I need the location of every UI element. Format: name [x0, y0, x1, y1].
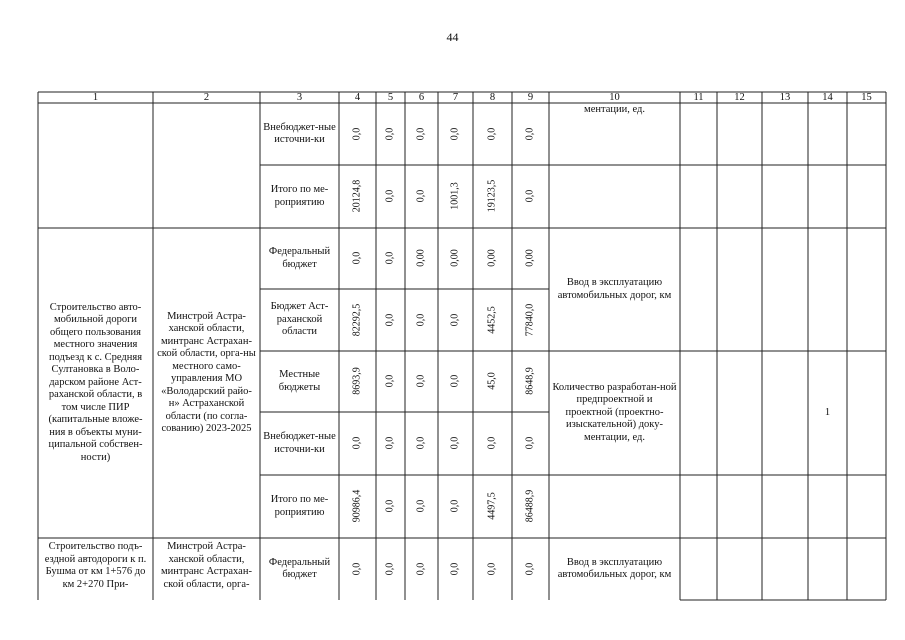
value-col-4: 0,0 — [351, 251, 363, 265]
value-col-7: 0,0 — [449, 374, 461, 388]
source-cell: Федеральный бюджет — [268, 556, 331, 580]
value-col-6: 0,0 — [415, 189, 427, 203]
value-col-4: 0,0 — [351, 562, 363, 576]
value-col-7: 1001,3 — [449, 182, 461, 210]
indicator-cell: Количество разработан-ной предпроектной и проектной (проектно-изыскательной) доку-ментации, ед. — [552, 381, 677, 443]
value-col-7: 0,0 — [449, 499, 461, 513]
page-number: 44 — [446, 30, 459, 44]
value-col-9: 86488,9 — [524, 489, 536, 523]
value-col-6: 0,0 — [415, 374, 427, 388]
value-col-6: 0,0 — [415, 313, 427, 327]
value-col-8: 0,0 — [486, 436, 498, 450]
header-col-6: 6 — [418, 91, 425, 103]
value-col-4: 0,0 — [351, 436, 363, 450]
value-col-9: 0,0 — [524, 436, 536, 450]
value-col-7: 0,0 — [449, 562, 461, 576]
value-col-9: 8648,9 — [524, 367, 536, 395]
header-col-11: 11 — [693, 91, 704, 103]
value-col-8: 0,0 — [486, 127, 498, 141]
source-cell: Бюджет Аст-раханской области — [270, 301, 329, 338]
value-col-7: 0,0 — [449, 127, 461, 141]
header-col-7: 7 — [452, 91, 459, 103]
value-col-8: 0,00 — [486, 249, 498, 267]
value-col-14: 1 — [824, 406, 831, 418]
value-col-4: 82292,5 — [351, 303, 363, 337]
source-cell: Итого по ме-роприятию — [270, 184, 329, 208]
value-col-6: 0,00 — [415, 249, 427, 267]
value-col-5: 0,0 — [384, 436, 396, 450]
executor-cell: Минстрой Астра-ханской области, минтранс Астрахан-ской области, орга-ны местного само-управления МО «Володарский райо-н» Астраханской области (по согла-сованию) 2023-2025 — [157, 310, 256, 434]
value-col-4: 90986,4 — [351, 489, 363, 523]
value-col-7: 0,0 — [449, 436, 461, 450]
value-col-5: 0,0 — [384, 499, 396, 513]
value-col-9: 0,00 — [524, 249, 536, 267]
header-col-5: 5 — [387, 91, 394, 103]
header-col-3: 3 — [296, 91, 303, 103]
header-col-13: 13 — [779, 91, 791, 103]
indicator-cell: Ввод в эксплуатацию автомобильных дорог, км — [557, 556, 672, 580]
source-cell: Местные бюджеты — [278, 369, 321, 393]
executor-cell: Минстрой Астра-ханской области, минтранс Астрахан-ской области, орга- — [161, 541, 252, 590]
header-col-15: 15 — [861, 91, 872, 103]
value-col-4: 0,0 — [351, 127, 363, 141]
value-col-6: 0,0 — [415, 127, 427, 141]
value-col-6: 0,0 — [415, 436, 427, 450]
value-col-5: 0,0 — [384, 251, 396, 265]
value-col-9: 0,0 — [524, 562, 536, 576]
value-col-6: 0,0 — [415, 499, 427, 513]
indicator-cell: ментации, ед. — [584, 104, 645, 115]
header-col-2: 2 — [203, 91, 210, 103]
value-col-4: 8693,9 — [351, 367, 363, 395]
value-col-9: 77840,0 — [524, 303, 536, 337]
header-col-4: 4 — [354, 91, 361, 103]
event-name-cell: Строительство авто-мобильной дороги общего пользования местного значения подъезд к с. Средняя Султановка в Воло-дарском районе Аст-раханской области, в том числе ПИР (капитальные вложе-ния в объекты муни-ципальной собствен-ности) — [48, 301, 143, 463]
header-col-14: 14 — [822, 91, 833, 103]
source-cell: Внебюджет-ные источни-ки — [263, 121, 336, 145]
source-cell: Итого по ме-роприятию — [270, 494, 329, 518]
value-col-5: 0,0 — [384, 127, 396, 141]
value-col-9: 0,0 — [524, 127, 536, 141]
value-col-8: 0,0 — [486, 562, 498, 576]
value-col-8: 45,0 — [486, 372, 498, 390]
value-col-7: 0,0 — [449, 313, 461, 327]
value-col-8: 19123,5 — [486, 179, 498, 213]
source-cell: Внебюджет-ные источни-ки — [263, 431, 336, 455]
value-col-6: 0,0 — [415, 562, 427, 576]
value-col-8: 4497,5 — [486, 492, 498, 520]
value-col-8: 4452,5 — [486, 306, 498, 334]
value-col-7: 0,00 — [449, 249, 461, 267]
header-col-9: 9 — [527, 91, 534, 103]
header-col-8: 8 — [489, 91, 496, 103]
value-col-4: 20124,8 — [351, 179, 363, 213]
header-col-1: 1 — [92, 91, 99, 103]
value-col-9: 0,0 — [524, 189, 536, 203]
event-name-cell: Строительство подъ-ездной автодороги к п. Бушма от км 1+576 до км 2+270 При- — [44, 541, 147, 590]
header-col-12: 12 — [734, 91, 745, 103]
header-col-10: 10 — [609, 91, 620, 103]
value-col-5: 0,0 — [384, 313, 396, 327]
value-col-5: 0,0 — [384, 374, 396, 388]
value-col-5: 0,0 — [384, 189, 396, 203]
value-col-5: 0,0 — [384, 562, 396, 576]
indicator-cell: Ввод в эксплуатацию автомобильных дорог, км — [557, 277, 672, 301]
source-cell: Федеральный бюджет — [268, 246, 331, 270]
